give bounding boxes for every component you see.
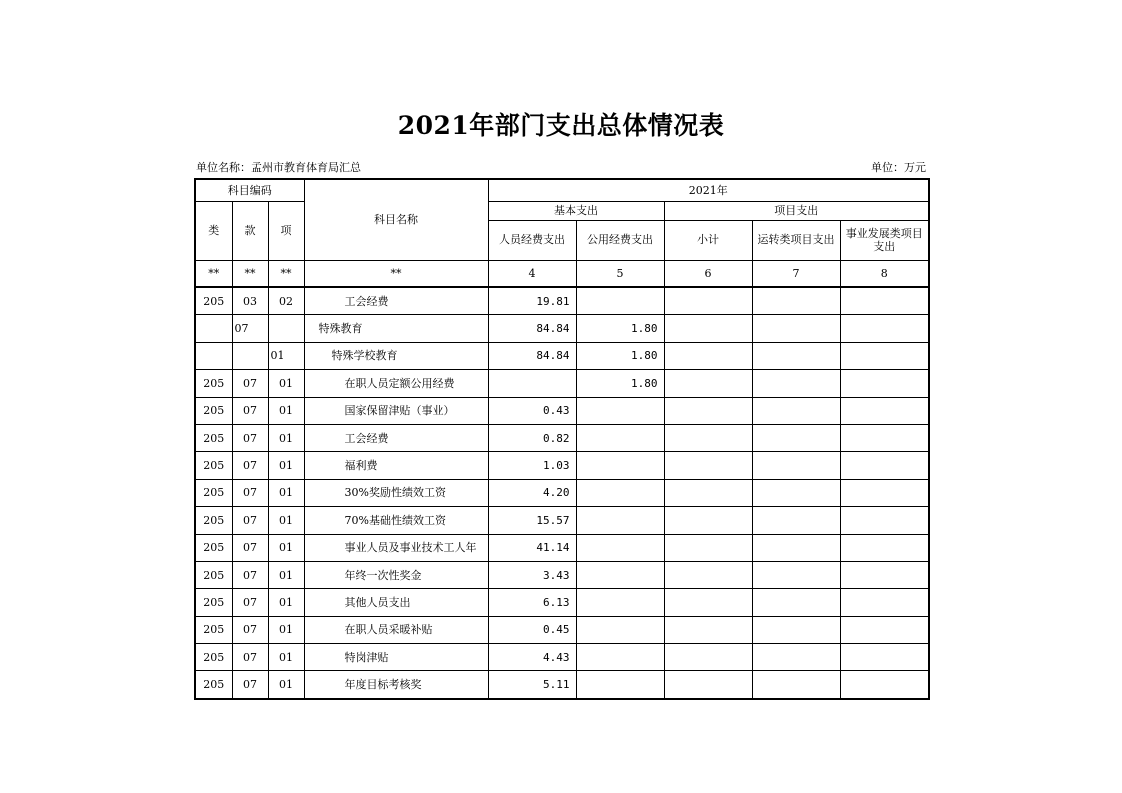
header-development: 事业发展类项目支出 (840, 220, 929, 260)
header-row-1 (195, 179, 929, 201)
index-row (195, 260, 929, 287)
unit-name-label: 单位名称：孟州市教育体育局汇总 (196, 161, 361, 174)
table-row (195, 424, 929, 451)
cell-subtotal (664, 479, 752, 506)
cell-development (840, 397, 929, 424)
cell-xiang: 01 (268, 507, 304, 534)
index-cell: 5 (576, 260, 664, 287)
cell-kuan: 03 (232, 287, 268, 315)
header-lei: 类 (195, 201, 232, 260)
table-row (195, 370, 929, 397)
cell-subtotal (664, 644, 752, 671)
cell-kuan: 07 (232, 616, 268, 643)
cell-kuan: 07 (232, 424, 268, 451)
cell-public (576, 616, 664, 643)
header-project: 项目支出 (664, 201, 929, 220)
cell-operation (752, 616, 840, 643)
cell-public (576, 644, 664, 671)
cell-public (576, 397, 664, 424)
cell-development (840, 452, 929, 479)
cell-public (576, 534, 664, 561)
table-row (195, 315, 929, 342)
cell-xiang: 01 (268, 644, 304, 671)
header-xiang: 项 (268, 201, 304, 260)
table-row (195, 342, 929, 369)
cell-lei: 205 (195, 616, 232, 643)
cell-development (840, 370, 929, 397)
unit-label: 单位：万元 (871, 161, 926, 174)
cell-subtotal (664, 534, 752, 561)
cell-public (576, 507, 664, 534)
index-cell: ** (232, 260, 268, 287)
cell-personnel: 15.57 (488, 507, 576, 534)
header-kuan: 款 (232, 201, 268, 260)
cell-subject-name: 工会经费 (304, 424, 488, 451)
cell-personnel: 41.14 (488, 534, 576, 561)
cell-operation (752, 671, 840, 699)
cell-kuan: 07 (232, 671, 268, 699)
cell-lei: 205 (195, 671, 232, 699)
cell-xiang: 01 (268, 370, 304, 397)
cell-public (576, 452, 664, 479)
index-cell: 6 (664, 260, 752, 287)
table-row (195, 452, 929, 479)
cell-development (840, 424, 929, 451)
cell-operation (752, 561, 840, 588)
cell-personnel: 0.45 (488, 616, 576, 643)
cell-lei: 205 (195, 370, 232, 397)
cell-public (576, 287, 664, 315)
cell-kuan: 07 (232, 452, 268, 479)
cell-subtotal (664, 616, 752, 643)
cell-personnel: 1.03 (488, 452, 576, 479)
cell-xiang: 01 (268, 589, 304, 616)
table-body (195, 179, 929, 699)
cell-kuan: 07 (232, 370, 268, 397)
cell-subtotal (664, 452, 752, 479)
cell-personnel: 0.43 (488, 397, 576, 424)
cell-kuan: 07 (232, 315, 268, 342)
cell-xiang: 02 (268, 287, 304, 315)
cell-personnel: 4.20 (488, 479, 576, 506)
cell-development (840, 671, 929, 699)
cell-subject-name: 福利费 (304, 452, 488, 479)
cell-lei: 205 (195, 287, 232, 315)
cell-personnel: 19.81 (488, 287, 576, 315)
cell-kuan: 07 (232, 534, 268, 561)
cell-xiang: 01 (268, 616, 304, 643)
header-year: 2021年 (488, 179, 929, 201)
cell-lei: 205 (195, 589, 232, 616)
cell-subject-name: 年终一次性奖金 (304, 561, 488, 588)
cell-subtotal (664, 671, 752, 699)
cell-subject-name: 其他人员支出 (304, 589, 488, 616)
cell-development (840, 342, 929, 369)
cell-operation (752, 534, 840, 561)
expenditure-table (194, 178, 930, 700)
table-row (195, 644, 929, 671)
cell-xiang: 01 (268, 342, 304, 369)
table-row (195, 534, 929, 561)
header-public: 公用经费支出 (576, 220, 664, 260)
cell-development (840, 507, 929, 534)
cell-public (576, 671, 664, 699)
cell-xiang: 01 (268, 397, 304, 424)
cell-subtotal (664, 315, 752, 342)
cell-operation (752, 315, 840, 342)
cell-development (840, 479, 929, 506)
table-row (195, 616, 929, 643)
cell-lei: 205 (195, 561, 232, 588)
cell-personnel: 6.13 (488, 589, 576, 616)
cell-personnel: 4.43 (488, 644, 576, 671)
index-cell: ** (195, 260, 232, 287)
cell-personnel: 84.84 (488, 315, 576, 342)
cell-public: 1.80 (576, 370, 664, 397)
cell-lei: 205 (195, 534, 232, 561)
cell-operation (752, 424, 840, 451)
cell-personnel: 84.84 (488, 342, 576, 369)
cell-personnel: 5.11 (488, 671, 576, 699)
cell-subtotal (664, 397, 752, 424)
cell-lei (195, 342, 232, 369)
cell-operation (752, 507, 840, 534)
cell-lei: 205 (195, 644, 232, 671)
header-operation: 运转类项目支出 (752, 220, 840, 260)
cell-development (840, 287, 929, 315)
cell-public (576, 479, 664, 506)
cell-development (840, 534, 929, 561)
cell-xiang: 01 (268, 534, 304, 561)
cell-lei: 205 (195, 479, 232, 506)
cell-kuan: 07 (232, 507, 268, 534)
cell-public: 1.80 (576, 342, 664, 369)
cell-subject-name: 特殊学校教育 (304, 342, 488, 369)
cell-operation (752, 479, 840, 506)
cell-development (840, 315, 929, 342)
cell-lei: 205 (195, 507, 232, 534)
header-subject-name: 科目名称 (304, 179, 488, 260)
cell-subject-name: 特殊教育 (304, 315, 488, 342)
table-row (195, 671, 929, 699)
cell-kuan: 07 (232, 589, 268, 616)
index-cell: ** (304, 260, 488, 287)
cell-operation (752, 644, 840, 671)
cell-kuan: 07 (232, 397, 268, 424)
index-cell: 8 (840, 260, 929, 287)
cell-xiang: 01 (268, 561, 304, 588)
cell-xiang: 01 (268, 452, 304, 479)
cell-public (576, 589, 664, 616)
cell-personnel: 3.43 (488, 561, 576, 588)
cell-development (840, 589, 929, 616)
cell-subtotal (664, 287, 752, 315)
cell-xiang (268, 315, 304, 342)
cell-subtotal (664, 370, 752, 397)
index-cell: ** (268, 260, 304, 287)
cell-personnel (488, 370, 576, 397)
cell-operation (752, 452, 840, 479)
cell-kuan (232, 342, 268, 369)
cell-lei (195, 315, 232, 342)
cell-lei: 205 (195, 424, 232, 451)
cell-xiang: 01 (268, 479, 304, 506)
cell-lei: 205 (195, 397, 232, 424)
cell-kuan: 07 (232, 479, 268, 506)
table-row (195, 589, 929, 616)
cell-subject-name: 70%基础性绩效工资 (304, 507, 488, 534)
cell-subtotal (664, 424, 752, 451)
cell-operation (752, 589, 840, 616)
index-cell: 7 (752, 260, 840, 287)
cell-subtotal (664, 507, 752, 534)
cell-subject-name: 在职人员采暖补贴 (304, 616, 488, 643)
cell-subject-name: 在职人员定额公用经费 (304, 370, 488, 397)
cell-operation (752, 342, 840, 369)
header-code-group: 科目编码 (195, 179, 304, 201)
page-title: 2021年部门支出总体情况表 (397, 111, 725, 140)
cell-development (840, 644, 929, 671)
cell-subject-name: 年度目标考核奖 (304, 671, 488, 699)
cell-kuan: 07 (232, 561, 268, 588)
header-personnel: 人员经费支出 (488, 220, 576, 260)
cell-subject-name: 事业人员及事业技术工人年 (304, 534, 488, 561)
cell-development (840, 616, 929, 643)
table-row (195, 397, 929, 424)
table-row (195, 479, 929, 506)
cell-subject-name: 工会经费 (304, 287, 488, 315)
cell-kuan: 07 (232, 644, 268, 671)
cell-xiang: 01 (268, 424, 304, 451)
cell-subject-name: 国家保留津贴（事业） (304, 397, 488, 424)
table-row (195, 287, 929, 315)
index-cell: 4 (488, 260, 576, 287)
table-row (195, 507, 929, 534)
header-basic: 基本支出 (488, 201, 664, 220)
cell-subtotal (664, 342, 752, 369)
cell-personnel: 0.82 (488, 424, 576, 451)
cell-development (840, 561, 929, 588)
cell-subtotal (664, 589, 752, 616)
cell-public (576, 424, 664, 451)
cell-xiang: 01 (268, 671, 304, 699)
cell-public: 1.80 (576, 315, 664, 342)
cell-subject-name: 特岗津贴 (304, 644, 488, 671)
table-row (195, 561, 929, 588)
cell-operation (752, 287, 840, 315)
header-subtotal: 小计 (664, 220, 752, 260)
cell-lei: 205 (195, 452, 232, 479)
cell-subject-name: 30%奖励性绩效工资 (304, 479, 488, 506)
cell-public (576, 561, 664, 588)
cell-subtotal (664, 561, 752, 588)
cell-operation (752, 370, 840, 397)
cell-operation (752, 397, 840, 424)
